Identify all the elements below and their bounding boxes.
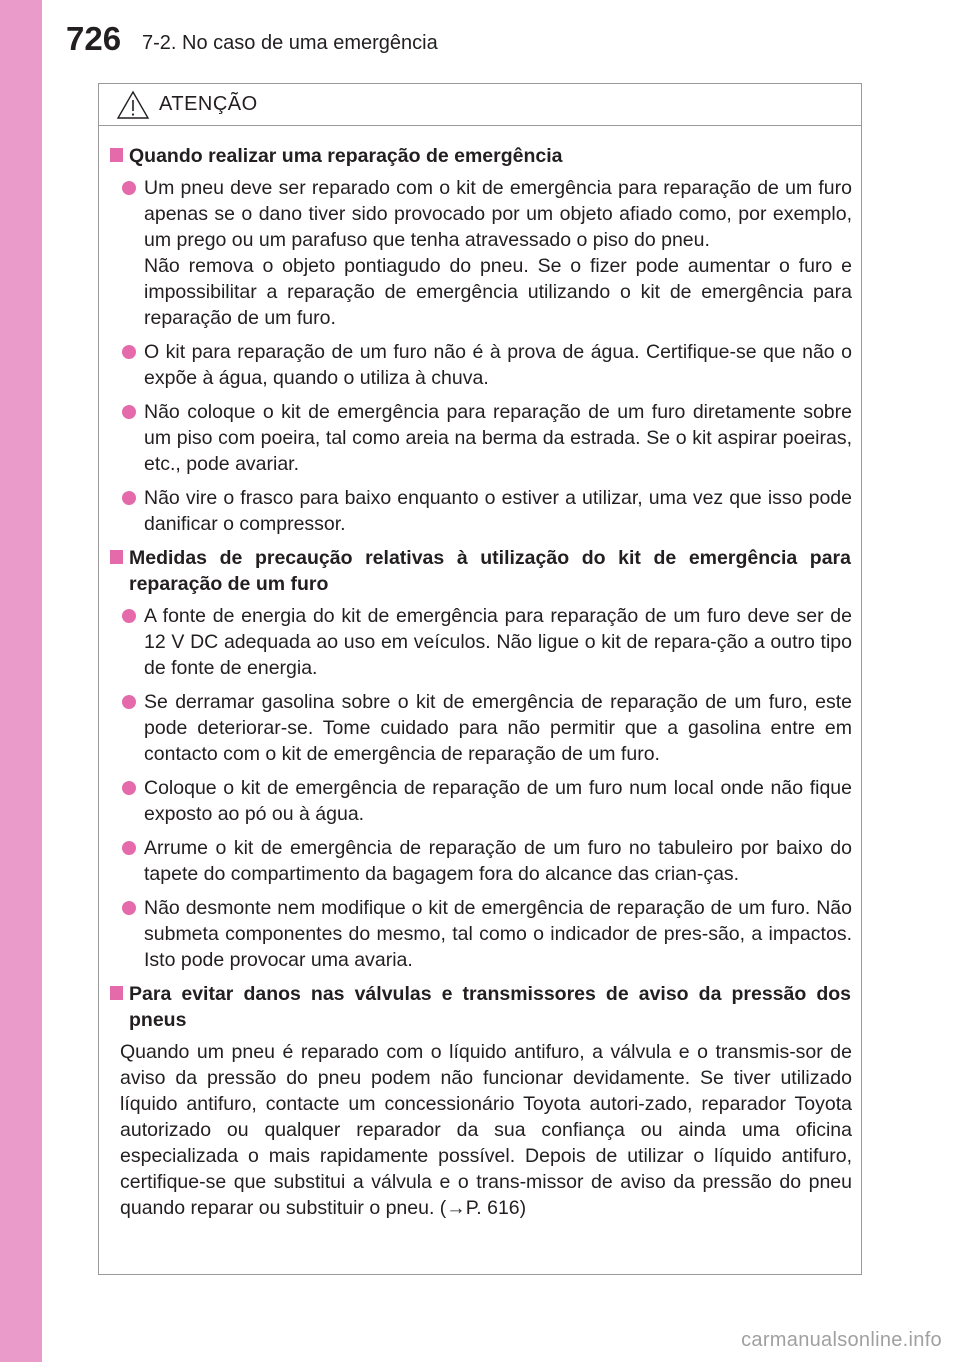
round-bullet-icon [122, 181, 136, 195]
paragraph: Quando um pneu é reparado com o líquido antifuro, a válvula e o transmis-sor de aviso da pressão do pneu podem não funcionar devidamente. Se tiver utilizado líquido antifuro, contacte um concessionário Toyota autori-zado, reparador Toyota autorizado ou qualquer reparador da sua confiança ou ainda uma oficina especializada o mais rapidamente possível. Depois de utilizar o líquido antifuro, certifique-se que substitui a válvula e o trans-missor de aviso da pressão do pneu quando reparar ou substituir o pneu. (→P. 616) [120, 1041, 852, 1219]
round-bullet-icon [122, 491, 136, 505]
side-color-band [0, 0, 42, 1362]
page-number: 726 [66, 20, 122, 57]
list-item: A fonte de energia do kit de emergência para reparação de um furo deve ser de 12 V DC adequada ao uso em veículos. Não ligue o kit de repara-ção a outro tipo de fonte de energia. [99, 603, 861, 681]
round-bullet-icon [122, 841, 136, 855]
round-bullet-icon [122, 345, 136, 359]
section-heading: Para evitar danos nas válvulas e transmissores de aviso da pressão dos pneus [99, 981, 861, 1033]
list-item: Se derramar gasolina sobre o kit de emergência de reparação de um furo, este pode deteriorar-se. Tome cuidado para não permitir que a gasolina entre em contacto com o kit de emergência de reparação de um furo. [99, 689, 861, 767]
watermark-text: carmanualsonline.info [741, 1329, 942, 1351]
round-bullet-icon [122, 901, 136, 915]
warning-header [99, 84, 861, 126]
round-bullet-icon [122, 695, 136, 709]
square-bullet-icon [110, 550, 123, 564]
warning-triangle-icon [116, 90, 150, 120]
list-item: Um pneu deve ser reparado com o kit de emergência para reparação de um furo apenas se o dano tiver sido provocado por um objeto afiado como, por exemplo, um prego ou um parafuso que tenha atravessado o piso do pneu. Não remova o objeto pontiagudo do pneu. Se o fizer pode aumentar o furo e impossibilitar a reparação de emergência utilizando o kit de emergência para reparação de um furo. [99, 175, 861, 331]
round-bullet-icon [122, 609, 136, 623]
section-heading: Quando realizar uma reparação de emergência [99, 143, 861, 169]
header-color-band [0, 0, 42, 66]
round-bullet-icon [122, 781, 136, 795]
list-item: Arrume o kit de emergência de reparação de um furo no tabuleiro por baixo do tapete do compartimento da bagagem fora do alcance das crian-ças. [99, 835, 861, 887]
warning-content [99, 143, 861, 1229]
warning-label: ATENÇÃO [159, 93, 258, 115]
square-bullet-icon [110, 986, 123, 1000]
list-item: Não vire o frasco para baixo enquanto o estiver a utilizar, uma vez que isso pode danificar o compressor. [99, 485, 861, 537]
list-item: O kit para reparação de um furo não é à prova de água. Certifique-se que não o expõe à água, quando o utiliza à chuva. [99, 339, 861, 391]
list-item: Não desmonte nem modifique o kit de emergência de reparação de um furo. Não submeta componentes do mesmo, tal como o indicador de pres-são, a impactos. Isto pode provocar uma avaria. [99, 895, 861, 973]
list-item: Coloque o kit de emergência de reparação de um furo num local onde não fique exposto ao pó ou à água. [99, 775, 861, 827]
round-bullet-icon [122, 405, 136, 419]
square-bullet-icon [110, 148, 123, 162]
list-item: Não coloque o kit de emergência para reparação de um furo diretamente sobre um piso com poeira, tal como areia na berma da estrada. Se o kit aspirar poeiras, etc., pode avariar. [99, 399, 861, 477]
section-title: 7-2. No caso de uma emergência [142, 32, 438, 54]
section-heading: Medidas de precaução relativas à utilização do kit de emergência para reparação de um furo [99, 545, 861, 597]
warning-box [98, 83, 862, 1275]
page-header [0, 0, 960, 66]
